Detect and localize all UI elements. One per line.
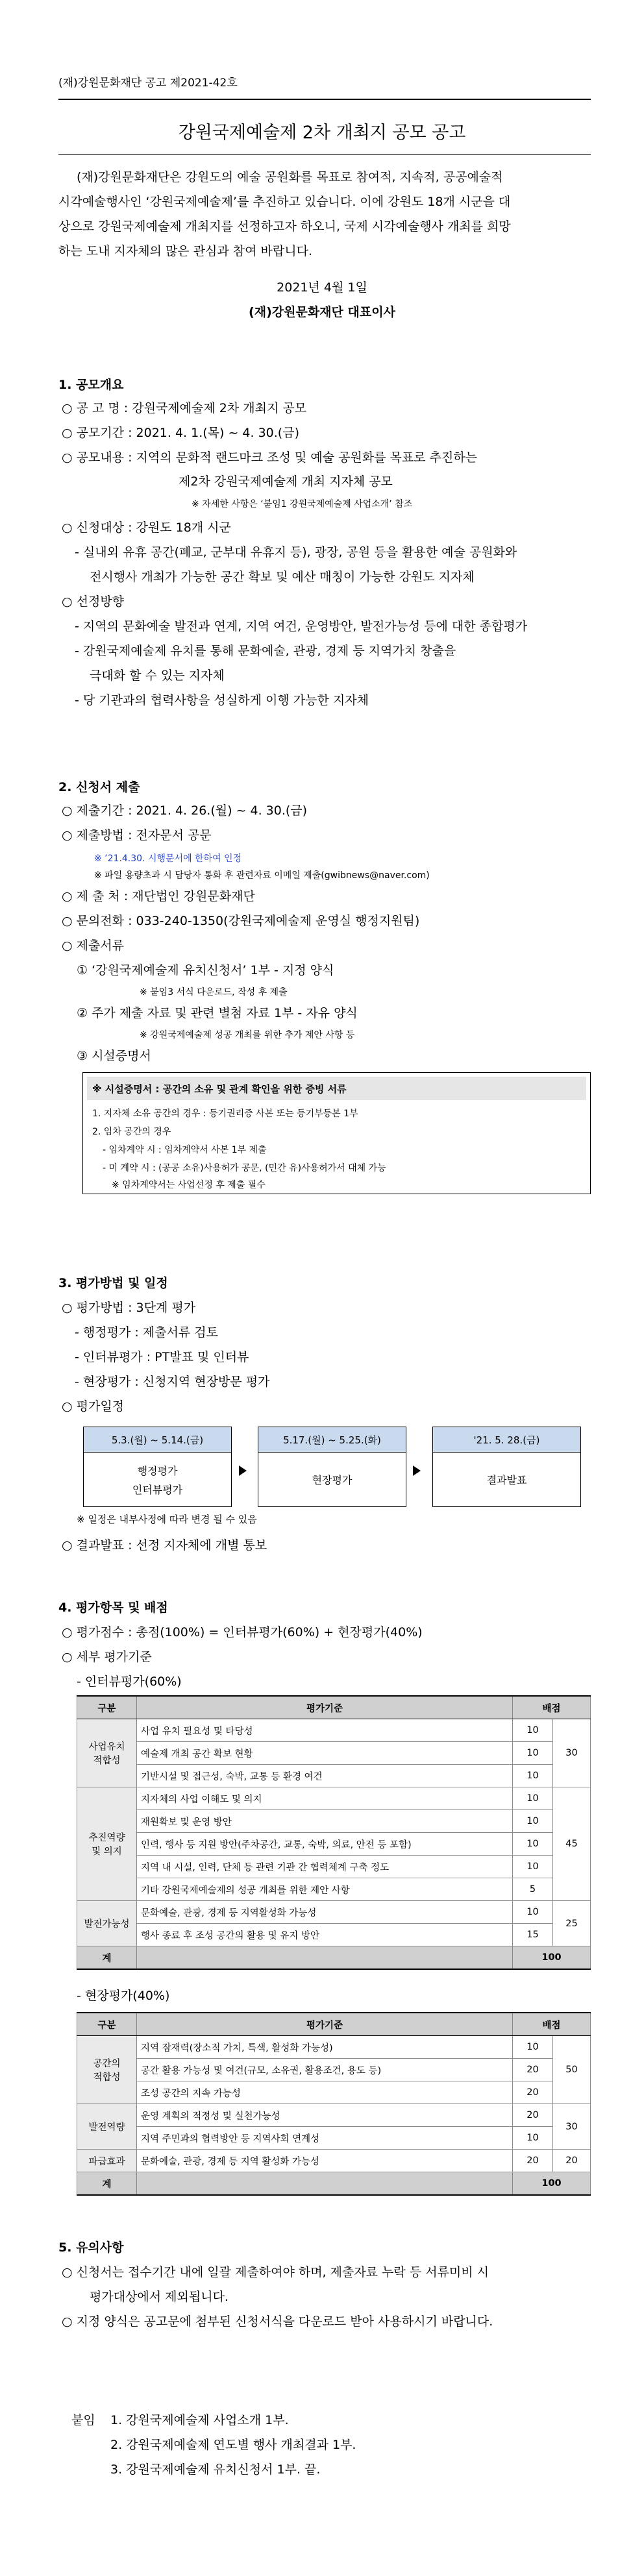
s3-result: ○ 결과발표 : 선정 지자체에 개별 통보 (62, 1538, 267, 1552)
flow-step-2 (258, 1452, 406, 1507)
table-row (77, 1856, 591, 1878)
flow-step-2-label: 현장평가 (312, 1474, 353, 1486)
s2-line: ③ 시설증명서 (77, 1049, 151, 1063)
s2-note-blue: ※ ’21.4.30. 시행문서에 한하여 인정 (94, 853, 242, 864)
facility-box-line: - 임차계약 시 : 임차계약서 사본 1부 제출 (103, 1145, 267, 1155)
table-criteria-cell: 문화예술, 관광, 경제 등 지역활성화 가능성 (137, 1901, 513, 1924)
table-criteria-cell: 재원확보 및 운영 방안 (137, 1810, 513, 1833)
table-criteria-cell: 지역 주민과의 협력방안 등 지역사회 연계성 (137, 2127, 513, 2150)
section-5-heading: 5. 유의사항 (58, 2240, 124, 2255)
s1-line: - 지역의 문화예술 발전과 연계, 지역 여건, 운영방안, 발전가능성 등에 대한 종합평가 (75, 619, 528, 633)
table-total-label: 계 (77, 2172, 137, 2196)
table-score-cell: 20 (513, 2059, 553, 2081)
field-eval-table (77, 2012, 591, 2196)
table-criteria-cell: 기타 강원국제예술제의 성공 개최를 위한 제안 사항 (137, 1878, 513, 1901)
flow-arrow-icon (239, 1466, 247, 1476)
s2-note: ※ 강원국제예술제 성공 개최를 위한 추가 제안 사항 등 (140, 1030, 355, 1040)
flow-step-1 (83, 1452, 232, 1507)
flow-date-2: 5.17.(월) ~ 5.25.(화) (258, 1427, 406, 1453)
s3-line: - 행정평가 : 제출서류 검토 (75, 1325, 218, 1340)
table-score-cell: 20 (513, 2104, 553, 2127)
table-criteria-cell: 공간 활용 가능성 및 여건(규모, 소유권, 활용조건, 용도 등) (137, 2059, 513, 2081)
notice-number: (재)강원문화재단 공고 제2021-42호 (58, 77, 238, 90)
s5-line: ○ 지정 양식은 공고문에 첨부된 신청서식을 다운로드 받아 사용하시기 바랍니다. (62, 2314, 493, 2329)
s2-line: ○ 제출기간 : 2021. 4. 26.(월) ~ 4. 30.(금) (62, 803, 308, 818)
flow-step-3-label: 결과발표 (486, 1474, 527, 1486)
s3-line: - 인터뷰평가 : PT발표 및 인터뷰 (75, 1350, 249, 1364)
table-criteria-cell: 지역 잠재력(장소적 가치, 특색, 활성화 가능성) (137, 2036, 513, 2059)
attachment-label: 붙임 (71, 2413, 95, 2427)
facility-box-line: - 미 계약 시 : (공공 소유)사용허가 공문, (민간 유)사용허가서 대체 가능 (103, 1163, 386, 1173)
s2-line: ○ 제 출 처 : 재단법인 강원문화재단 (62, 889, 255, 903)
table-header-score: 배점 (513, 2013, 591, 2036)
interview-eval-table (77, 1695, 591, 1970)
table-header-score: 배점 (513, 1696, 591, 1719)
table-score-cell: 10 (513, 2036, 553, 2059)
table-row (77, 2081, 591, 2104)
table-total-row (77, 2172, 591, 2196)
s2-note: ※ 붙임3 서식 다운로드, 작성 후 제출 (140, 987, 288, 998)
table-criteria-cell: 사업 유치 필요성 및 타당성 (137, 1719, 513, 1742)
table-score-cell: 10 (513, 1742, 553, 1765)
title-rule-bottom (58, 154, 591, 156)
table-score-cell: 10 (513, 1833, 553, 1856)
table-total-label: 계 (77, 1946, 137, 1970)
table-criteria-cell: 행사 종료 후 조성 공간의 활용 및 유지 방안 (137, 1924, 513, 1946)
table-row (77, 2036, 591, 2059)
table-header-category: 구분 (77, 2013, 137, 2036)
s5-line: ○ 신청서는 접수기간 내에 일괄 제출하여야 하며, 제출자료 누락 등 서류미비 시 (62, 2265, 489, 2279)
facility-box-title: ※ 시설증명서 : 공간의 소유 및 관계 확인을 위한 증빙 서류 (92, 1083, 347, 1095)
table-row (77, 2059, 591, 2081)
table-row (77, 1833, 591, 1856)
s4-line: - 인터뷰평가(60%) (77, 1674, 182, 1689)
table-row (77, 2104, 591, 2127)
s4-line: ○ 평가점수 : 총점(100%) = 인터뷰평가(60%) + 현장평가(40%) (62, 1625, 423, 1639)
s2-line: ○ 문의전화 : 033-240-1350(강원국제예술제 운영실 행정지원팀) (62, 914, 420, 928)
table-score-cell: 10 (513, 1901, 553, 1924)
table-row (77, 1742, 591, 1765)
table-category-cell: 사업유치 적합성 (77, 1719, 137, 1787)
page-title: 강원국제예술제 2차 개최지 공모 공고 (178, 123, 466, 143)
table-row (77, 1878, 591, 1901)
s1-line: - 실내외 유휴 공간(폐교, 군부대 유휴지 등), 광장, 공원 등을 활용한 예술 공원화와 (75, 545, 517, 559)
table-criteria-cell: 문화예술, 관광, 경제 등 지역 활성화 가능성 (137, 2150, 513, 2172)
facility-box-line: 1. 지자체 소유 공간의 경우 : 등기권리증 사본 또는 등기부등본 1부 (92, 1109, 358, 1119)
schedule-note: ※ 일정은 내부사정에 따라 변경 될 수 있음 (77, 1514, 257, 1525)
table-criteria-cell: 조성 공간의 지속 가능성 (137, 2081, 513, 2104)
table-category-cell: 추진역량 및 의지 (77, 1787, 137, 1901)
section-2-heading: 2. 신청서 제출 (58, 780, 140, 794)
table-header-category: 구분 (77, 1696, 137, 1719)
table-subtotal-cell: 20 (553, 2150, 591, 2172)
table-row (77, 1719, 591, 1742)
s2-line: ① ‘강원국제예술제 유치신청서’ 1부 - 지정 양식 (77, 963, 334, 977)
table-category-cell: 발전가능성 (77, 1901, 137, 1946)
s1-line: - 당 기관과의 협력사항을 성실하게 이행 가능한 지자체 (75, 693, 369, 707)
s1-note: ※ 자세한 사항은 ‘붙임1 강원국제예술제 사업소개’ 참조 (192, 499, 413, 509)
intro-line-2: 시각예술행사인 ‘강원국제예술제’를 추진하고 있습니다. 이에 강원도 18개 시군을 대 (58, 195, 511, 209)
s4-line: ○ 세부 평가기준 (62, 1650, 152, 1664)
table-header-criteria: 평가기준 (137, 2013, 513, 2036)
table-subtotal-cell: 25 (553, 1901, 591, 1946)
table-score-cell: 20 (513, 2150, 553, 2172)
table-category-cell: 파급효과 (77, 2150, 137, 2172)
s1-line: 제2차 강원국제예술제 개최 지자체 공모 (179, 474, 393, 489)
section-4-heading: 4. 평가항목 및 배점 (58, 1601, 168, 1615)
section-1-heading: 1. 공모개요 (58, 378, 124, 392)
table-criteria-cell: 인력, 행사 등 지원 방안(주차공간, 교통, 숙박, 의료, 안전 등 포함) (137, 1833, 513, 1856)
table-subtotal-cell: 30 (553, 1719, 591, 1787)
s1-line: ○ 신청대상 : 강원도 18개 시군 (62, 521, 231, 535)
s3-line: ○ 평가방법 : 3단계 평가 (62, 1301, 196, 1315)
table-subtotal-cell: 30 (553, 2104, 591, 2150)
s1-line: ○ 공모기간 : 2021. 4. 1.(목) ~ 4. 30.(금) (62, 426, 299, 440)
s2-line: ② 주가 제출 자료 및 관련 별첨 자료 1부 - 자유 양식 (77, 1006, 358, 1020)
table-score-cell: 15 (513, 1924, 553, 1946)
issuer: (재)강원문화재단 대표이사 (249, 305, 395, 319)
table-criteria-cell: 지자체의 사업 이해도 및 의지 (137, 1787, 513, 1810)
s2-note: ※ 파일 용량초과 시 담당자 통화 후 관련자료 이메일 제출(gwibnews@naver.com) (94, 870, 430, 881)
table-score-cell: 10 (513, 1856, 553, 1878)
attachment-item: 3. 강원국제예술제 유치신청서 1부. 끝. (110, 2462, 321, 2477)
table-row (77, 2127, 591, 2150)
table-score-cell: 20 (513, 2081, 553, 2104)
flow-step-1-line1: 행정평가 (137, 1464, 178, 1477)
table-criteria-cell: 예술제 개최 공간 확보 현황 (137, 1742, 513, 1765)
s2-line: ○ 제출방법 : 전자문서 공문 (62, 828, 212, 842)
s1-line: ○ 공 고 명 : 강원국제예술제 2차 개최지 공모 (62, 401, 307, 415)
table-criteria-cell: 운영 계획의 적정성 및 실천가능성 (137, 2104, 513, 2127)
table-header-criteria: 평가기준 (137, 1696, 513, 1719)
table-score-cell: 10 (513, 1765, 553, 1787)
table-total-value: 100 (513, 1946, 591, 1970)
table-score-cell: 10 (513, 1787, 553, 1810)
intro-line-3: 상으로 강원국제예술제 개최지를 선정하고자 하오니, 국제 시각예술행사 개최를 희망 (58, 219, 511, 234)
s1-line: 전시행사 개최가 가능한 공간 확보 및 예산 매칭이 가능한 강원도 지자체 (90, 570, 475, 584)
table-row (77, 1901, 591, 1924)
table-row (77, 2150, 591, 2172)
table-row (77, 1787, 591, 1810)
table-score-cell: 5 (513, 1878, 553, 1901)
s1-line: - 강원국제예술제 유치를 통해 문화예술, 관광, 경제 등 지역가치 창출을 (75, 644, 456, 658)
intro-line-4: 하는 도내 지자체의 많은 관심과 참여 바랍니다. (58, 244, 313, 258)
intro-line-1: (재)강원문화재단은 강원도의 예술 공원화를 목표로 참여적, 지속적, 공공예술적 (77, 170, 503, 184)
flow-date-3: '21. 5. 28.(금) (432, 1427, 581, 1453)
s1-line: 극대화 할 수 있는 지자체 (90, 669, 225, 683)
table-row (77, 1924, 591, 1946)
table-total-value: 100 (513, 2172, 591, 2196)
table-criteria-cell: 기반시설 및 접근성, 숙박, 교통 등 환경 여건 (137, 1765, 513, 1787)
table-category-cell: 공간의 적합성 (77, 2036, 137, 2104)
table-subtotal-cell: 50 (553, 2036, 591, 2104)
s3-line: - 현장평가 : 신청지역 현장방문 평가 (75, 1375, 270, 1389)
s1-line: ○ 선정방향 (62, 595, 125, 609)
facility-box-line: 2. 임차 공간의 경우 (92, 1127, 171, 1137)
flow-arrow-icon (413, 1466, 421, 1476)
table-score-cell: 10 (513, 2127, 553, 2150)
facility-box-line: ※ 임차계약서는 사업선정 후 제출 필수 (112, 1180, 266, 1190)
table-subtotal-cell: 45 (553, 1787, 591, 1901)
flow-date-1: 5.3.(월) ~ 5.14.(금) (83, 1427, 232, 1453)
flow-step-3 (432, 1452, 581, 1507)
table-score-cell: 10 (513, 1810, 553, 1833)
attachment-item: 1. 강원국제예술제 사업소개 1부. (110, 2413, 289, 2427)
notice-date: 2021년 4월 1일 (277, 280, 367, 295)
table-total-row (77, 1946, 591, 1970)
flow-step-1-line2: 인터뷰평가 (132, 1483, 183, 1496)
s5-line: 평가대상에서 제외됩니다. (90, 2290, 229, 2304)
s3-line: ○ 평가일정 (62, 1399, 125, 1414)
title-rule-top (58, 99, 591, 101)
table-category-cell: 발전역량 (77, 2104, 137, 2150)
attachment-item: 2. 강원국제예술제 연도별 행사 개최결과 1부. (110, 2438, 356, 2452)
facility-certificate-box (82, 1072, 591, 1194)
table-row (77, 1765, 591, 1787)
s2-line: ○ 제출서류 (62, 938, 125, 953)
table-row (77, 1810, 591, 1833)
s1-line: ○ 공모내용 : 지역의 문화적 랜드마크 조성 및 예술 공원화를 목표로 추진하는 (62, 450, 478, 465)
table-criteria-cell: 지역 내 시설, 인력, 단체 등 관련 기관 간 협력체계 구축 정도 (137, 1856, 513, 1878)
field-eval-title: - 현장평가(40%) (77, 1989, 170, 2003)
table-score-cell: 10 (513, 1719, 553, 1742)
section-3-heading: 3. 평가방법 및 일정 (58, 1276, 168, 1290)
